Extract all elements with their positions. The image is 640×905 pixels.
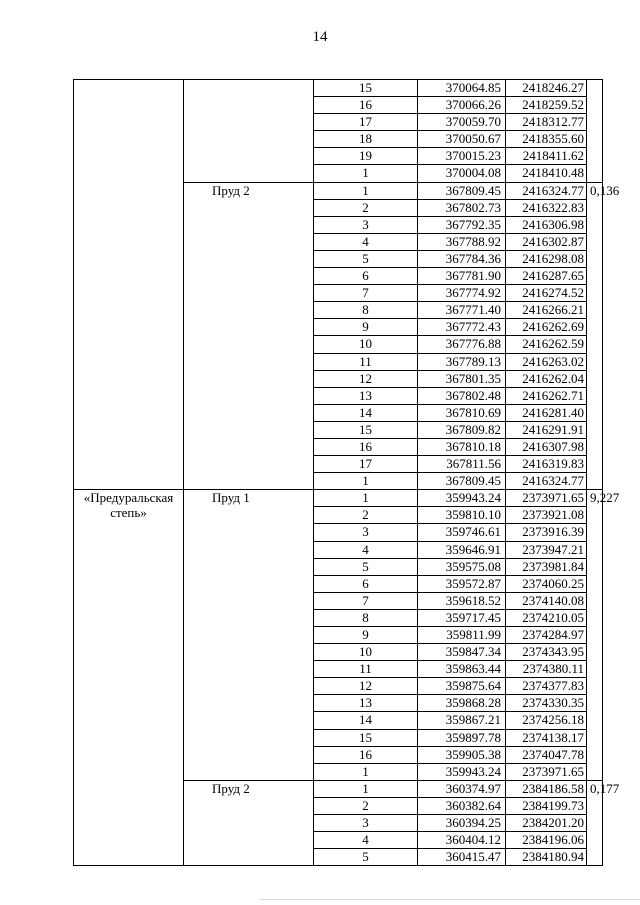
x-coordinate-cell: 359572.87	[418, 575, 506, 592]
area-cell: 0,177	[587, 780, 603, 865]
point-number-cell: 17	[314, 456, 418, 473]
x-coordinate-cell: 359943.24	[418, 490, 506, 507]
y-coordinate-cell: 2374138.17	[506, 729, 587, 746]
y-coordinate-cell: 2416274.52	[506, 285, 587, 302]
point-number-cell: 19	[314, 148, 418, 165]
point-number-cell: 15	[314, 421, 418, 438]
y-coordinate-cell: 2374284.97	[506, 627, 587, 644]
pond-name-cell: Пруд 2	[184, 182, 314, 490]
point-number-cell: 11	[314, 353, 418, 370]
x-coordinate-cell: 359905.38	[418, 746, 506, 763]
y-coordinate-cell: 2416302.87	[506, 233, 587, 250]
y-coordinate-cell: 2416281.40	[506, 404, 587, 421]
y-coordinate-cell: 2416266.21	[506, 302, 587, 319]
point-number-cell: 4	[314, 832, 418, 849]
point-number-cell: 1	[314, 780, 418, 797]
x-coordinate-cell: 359575.08	[418, 558, 506, 575]
y-coordinate-cell: 2373916.39	[506, 524, 587, 541]
y-coordinate-cell: 2416263.02	[506, 353, 587, 370]
x-coordinate-cell: 367809.45	[418, 182, 506, 199]
y-coordinate-cell: 2416324.77	[506, 182, 587, 199]
y-coordinate-cell: 2418312.77	[506, 114, 587, 131]
x-coordinate-cell: 367772.43	[418, 319, 506, 336]
y-coordinate-cell: 2374140.08	[506, 592, 587, 609]
object-name-cell	[74, 80, 184, 490]
point-number-cell: 9	[314, 319, 418, 336]
x-coordinate-cell: 370004.08	[418, 165, 506, 182]
x-coordinate-cell: 367788.92	[418, 233, 506, 250]
point-number-cell: 1	[314, 490, 418, 507]
y-coordinate-cell: 2416324.77	[506, 473, 587, 490]
y-coordinate-cell: 2416307.98	[506, 438, 587, 455]
point-number-cell: 12	[314, 370, 418, 387]
y-coordinate-cell: 2373971.65	[506, 490, 587, 507]
page-number: 14	[312, 29, 328, 45]
point-number-cell: 2	[314, 199, 418, 216]
y-coordinate-cell: 2418259.52	[506, 97, 587, 114]
coordinates-table-body	[74, 80, 620, 866]
point-number-cell: 1	[314, 165, 418, 182]
x-coordinate-cell: 367789.13	[418, 353, 506, 370]
x-coordinate-cell: 367810.18	[418, 438, 506, 455]
x-coordinate-cell: 370064.85	[418, 80, 506, 97]
x-coordinate-cell: 360415.47	[418, 849, 506, 866]
y-coordinate-cell: 2416291.91	[506, 421, 587, 438]
y-coordinate-cell: 2373947.21	[506, 541, 587, 558]
x-coordinate-cell: 367802.48	[418, 387, 506, 404]
x-coordinate-cell: 367784.36	[418, 250, 506, 267]
y-coordinate-cell: 2384180.94	[506, 849, 587, 866]
y-coordinate-cell: 2416287.65	[506, 268, 587, 285]
x-coordinate-cell: 370050.67	[418, 131, 506, 148]
x-coordinate-cell: 359875.64	[418, 678, 506, 695]
point-number-cell: 14	[314, 404, 418, 421]
x-coordinate-cell: 359746.61	[418, 524, 506, 541]
point-number-cell: 5	[314, 250, 418, 267]
x-coordinate-cell: 367774.92	[418, 285, 506, 302]
x-coordinate-cell: 370059.70	[418, 114, 506, 131]
y-coordinate-cell: 2416322.83	[506, 199, 587, 216]
x-coordinate-cell: 359810.10	[418, 507, 506, 524]
y-coordinate-cell: 2416262.71	[506, 387, 587, 404]
y-coordinate-cell: 2384201.20	[506, 815, 587, 832]
point-number-cell: 8	[314, 609, 418, 626]
y-coordinate-cell: 2384186.58	[506, 780, 587, 797]
x-coordinate-cell: 367802.73	[418, 199, 506, 216]
point-number-cell: 11	[314, 661, 418, 678]
table-row	[74, 80, 603, 97]
object-name-cell: «Предуральская степь»	[74, 490, 184, 866]
x-coordinate-cell: 359847.34	[418, 644, 506, 661]
scan-edge-line	[260, 899, 640, 900]
y-coordinate-cell: 2374377.83	[506, 678, 587, 695]
point-number-cell: 3	[314, 815, 418, 832]
point-number-cell: 7	[314, 592, 418, 609]
x-coordinate-cell: 360404.12	[418, 832, 506, 849]
x-coordinate-cell: 359867.21	[418, 712, 506, 729]
point-number-cell: 2	[314, 507, 418, 524]
pond-name-cell: Пруд 1	[184, 490, 314, 781]
x-coordinate-cell: 359717.45	[418, 609, 506, 626]
point-number-cell: 5	[314, 849, 418, 866]
y-coordinate-cell: 2418246.27	[506, 80, 587, 97]
y-coordinate-cell: 2374256.18	[506, 712, 587, 729]
x-coordinate-cell: 359618.52	[418, 592, 506, 609]
point-number-cell: 7	[314, 285, 418, 302]
x-coordinate-cell: 367809.82	[418, 421, 506, 438]
pond-name-cell: Пруд 2	[184, 780, 314, 865]
table-row	[74, 490, 603, 507]
y-coordinate-cell: 2384199.73	[506, 797, 587, 814]
point-number-cell: 16	[314, 438, 418, 455]
x-coordinate-cell: 360382.64	[418, 797, 506, 814]
x-coordinate-cell: 360394.25	[418, 815, 506, 832]
x-coordinate-cell: 367781.90	[418, 268, 506, 285]
y-coordinate-cell: 2374210.05	[506, 609, 587, 626]
y-coordinate-cell: 2416262.69	[506, 319, 587, 336]
x-coordinate-cell: 360374.97	[418, 780, 506, 797]
pond-name-cell	[184, 80, 314, 183]
y-coordinate-cell: 2416319.83	[506, 456, 587, 473]
point-number-cell: 6	[314, 575, 418, 592]
y-coordinate-cell: 2416262.04	[506, 370, 587, 387]
y-coordinate-cell: 2374047.78	[506, 746, 587, 763]
area-cell: 0,136	[587, 182, 603, 490]
point-number-cell: 13	[314, 387, 418, 404]
x-coordinate-cell: 367792.35	[418, 216, 506, 233]
area-cell: 9,227	[587, 490, 603, 781]
x-coordinate-cell: 359811.99	[418, 627, 506, 644]
point-number-cell: 4	[314, 233, 418, 250]
point-number-cell: 1	[314, 473, 418, 490]
area-cell	[587, 80, 603, 183]
y-coordinate-cell: 2373921.08	[506, 507, 587, 524]
point-number-cell: 3	[314, 524, 418, 541]
x-coordinate-cell: 359897.78	[418, 729, 506, 746]
x-coordinate-cell: 359646.91	[418, 541, 506, 558]
point-number-cell: 9	[314, 627, 418, 644]
point-number-cell: 16	[314, 97, 418, 114]
point-number-cell: 15	[314, 729, 418, 746]
x-coordinate-cell: 367810.69	[418, 404, 506, 421]
y-coordinate-cell: 2416262.59	[506, 336, 587, 353]
point-number-cell: 12	[314, 678, 418, 695]
x-coordinate-cell: 370066.26	[418, 97, 506, 114]
y-coordinate-cell: 2418355.60	[506, 131, 587, 148]
y-coordinate-cell: 2418410.48	[506, 165, 587, 182]
point-number-cell: 6	[314, 268, 418, 285]
y-coordinate-cell: 2416306.98	[506, 216, 587, 233]
x-coordinate-cell: 367771.40	[418, 302, 506, 319]
point-number-cell: 1	[314, 182, 418, 199]
y-coordinate-cell: 2374330.35	[506, 695, 587, 712]
y-coordinate-cell: 2418411.62	[506, 148, 587, 165]
x-coordinate-cell: 367776.88	[418, 336, 506, 353]
point-number-cell: 15	[314, 80, 418, 97]
point-number-cell: 1	[314, 763, 418, 780]
point-number-cell: 18	[314, 131, 418, 148]
point-number-cell: 4	[314, 541, 418, 558]
point-number-cell: 14	[314, 712, 418, 729]
point-number-cell: 10	[314, 644, 418, 661]
point-number-cell: 3	[314, 216, 418, 233]
point-number-cell: 8	[314, 302, 418, 319]
x-coordinate-cell: 359868.28	[418, 695, 506, 712]
point-number-cell: 10	[314, 336, 418, 353]
x-coordinate-cell: 367801.35	[418, 370, 506, 387]
y-coordinate-cell: 2374380.11	[506, 661, 587, 678]
x-coordinate-cell: 367811.56	[418, 456, 506, 473]
y-coordinate-cell: 2374060.25	[506, 575, 587, 592]
y-coordinate-cell: 2373981.84	[506, 558, 587, 575]
y-coordinate-cell: 2384196.06	[506, 832, 587, 849]
x-coordinate-cell: 359863.44	[418, 661, 506, 678]
point-number-cell: 16	[314, 746, 418, 763]
x-coordinate-cell: 367809.45	[418, 473, 506, 490]
y-coordinate-cell: 2373971.65	[506, 763, 587, 780]
point-number-cell: 17	[314, 114, 418, 131]
coordinates-table	[73, 79, 620, 866]
y-coordinate-cell: 2416298.08	[506, 250, 587, 267]
point-number-cell: 2	[314, 797, 418, 814]
x-coordinate-cell: 359943.24	[418, 763, 506, 780]
point-number-cell: 5	[314, 558, 418, 575]
y-coordinate-cell: 2374343.95	[506, 644, 587, 661]
x-coordinate-cell: 370015.23	[418, 148, 506, 165]
point-number-cell: 13	[314, 695, 418, 712]
